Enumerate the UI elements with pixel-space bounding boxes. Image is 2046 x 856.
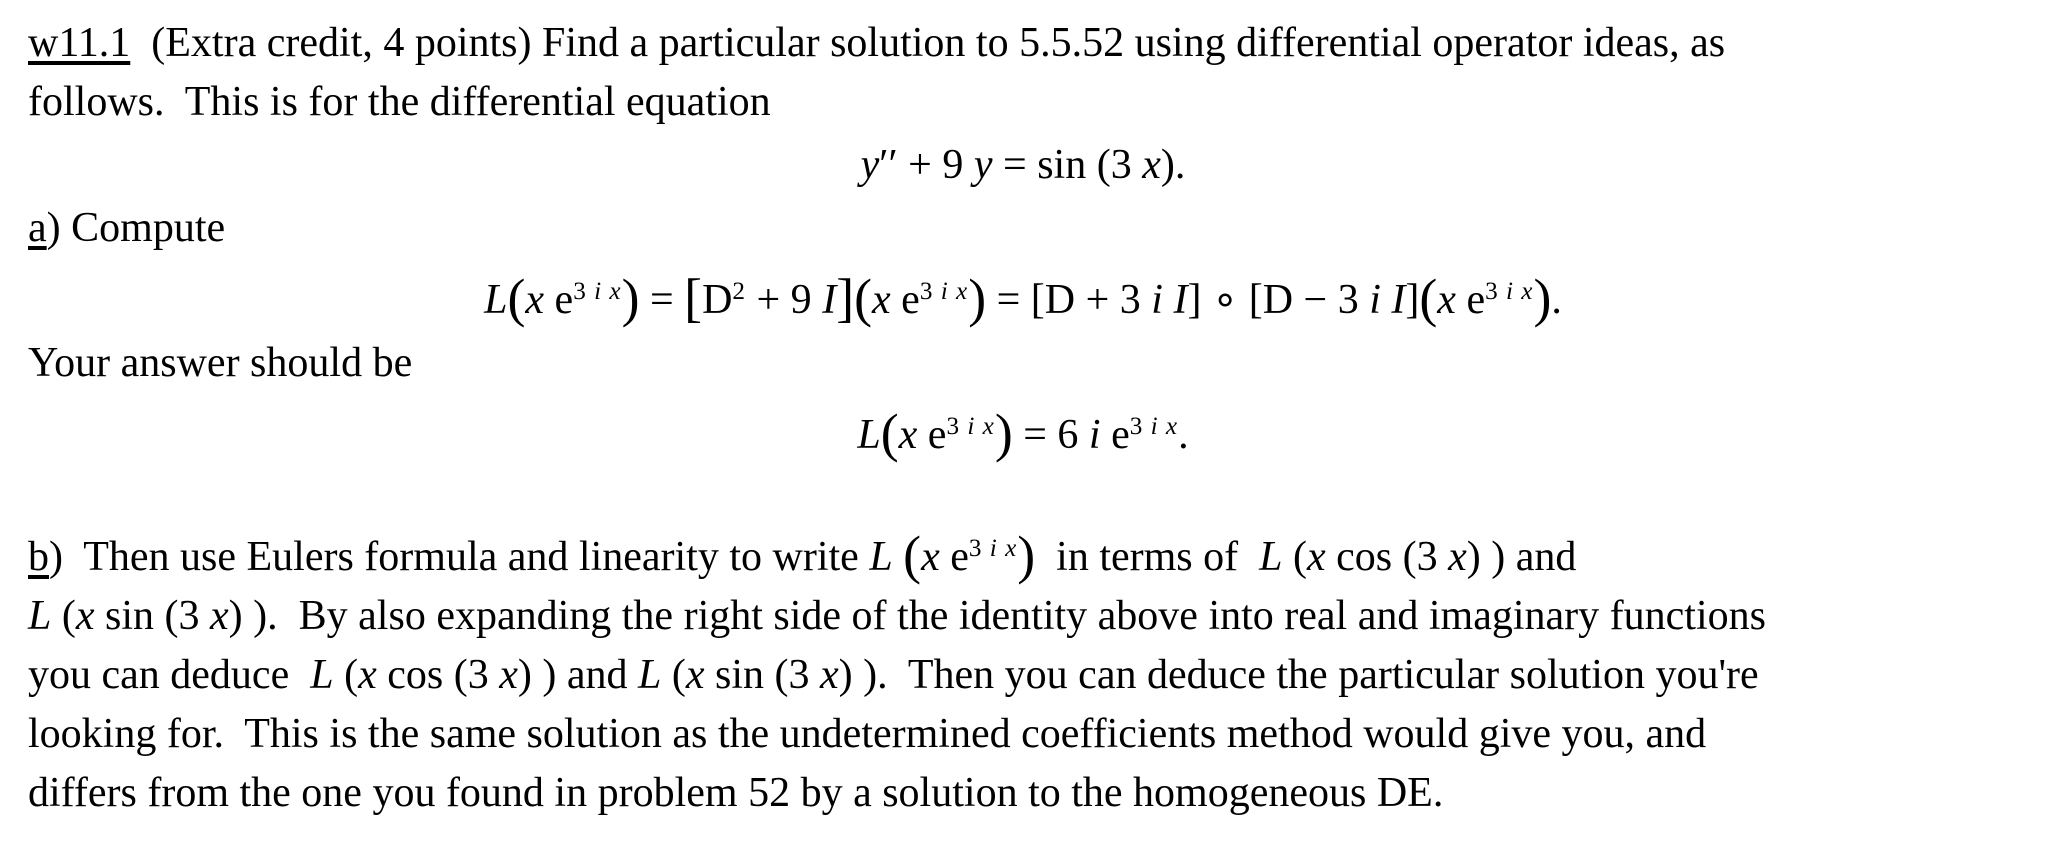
text-run: x [210,592,229,639]
text-run: 3 [968,534,990,562]
text-run: ) ). By also expanding the right side of the identity above into real and imaginary functions [228,592,1766,639]
part-b-line-2 [28,587,2018,646]
text-run: i x [989,534,1018,562]
text-run: follows. This is for the differential equation [28,79,771,125]
text-run: + 9 [746,276,823,323]
text-run: x [499,651,518,698]
text-run: (Extra credit, 4 points) Find a particular solution to 5.5.52 using differential operator ideas, as [130,20,1726,66]
text-run: x [820,651,839,698]
text-run: ) Then use Eulers formula and linearity to write [49,533,870,580]
text-run: e [544,276,574,323]
part-b-line-5 [28,764,2018,823]
text-run: L [638,651,662,698]
text-run: ( [507,268,526,329]
text-run: ( [1419,268,1438,329]
text-run: 3 [1129,412,1151,440]
text-run: 3 [1485,278,1506,305]
text-run: x [1437,276,1456,323]
text-run: e [917,411,947,458]
equation-operator-factorization [28,262,2018,330]
equation-ode [28,136,2018,195]
text-run: x [1142,142,1161,188]
text-run: differs from the one you found in problem 52 by a solution to the homogeneous DE. [28,769,1444,816]
text-run: L [857,411,881,458]
text-run: x [872,276,891,323]
text-run: a [28,205,47,251]
text-run: L [28,592,52,639]
text-run: sin (3 [704,651,821,698]
text-run: L [310,651,334,698]
text-run: i I [1151,276,1188,323]
text-run: x [75,592,95,639]
part-b-line-3 [28,646,2018,705]
text-run: ( [1282,533,1307,580]
problem-line-1 [28,14,2018,73]
text-run: L [1259,533,1283,580]
text-run: 2 [732,278,746,305]
text-run: . [1178,411,1189,458]
text-run: 3 [919,278,941,305]
text-run: ( [661,651,686,698]
text-run: ] [1405,276,1420,323]
equation-answer [28,397,2018,465]
text-run: = 6 [1012,411,1089,458]
part-a-heading [28,199,2018,258]
text-run: = sin (3 [992,142,1143,188]
text-run: = [639,276,685,323]
text-run: ( [854,268,872,329]
text-run: e [1455,276,1486,323]
text-run: y [973,142,993,188]
answer-prompt [28,334,2018,393]
text-run: ] ∘ [D − 3 [1187,276,1370,323]
text-run: b [28,533,49,580]
text-run: x [898,411,918,458]
text-run: [ [684,268,703,329]
text-run: w11.1 [28,20,131,66]
part-b-line-1 [28,519,2018,587]
text-run: ) ). Then you can deduce the particular solution you're [838,651,1759,698]
text-run: ( [333,651,359,698]
text-run: cos (3 [1325,533,1449,580]
text-run: i [1088,411,1101,458]
text-run: i x [1150,412,1179,440]
text-run: ] [836,268,855,329]
text-run: i x [967,412,995,440]
text-run: I [822,276,837,323]
text-run: i x [594,278,622,305]
text-run: ) [994,402,1013,463]
text-run [893,534,904,580]
text-run: looking for. This is the same solution as the undetermined coefficients method would give you, and [28,710,1707,757]
text-run: i x [940,278,969,305]
text-run: i x [1506,278,1534,305]
text-run: L [869,533,893,580]
text-run: e [890,276,920,323]
text-run: you can deduce [28,651,311,698]
text-run: ( [903,524,922,585]
text-run: 3 [573,278,595,305]
text-run: x [525,276,545,323]
text-run: ) [1017,524,1036,585]
text-run: = [D + 3 [986,276,1152,323]
text-run: e [1100,411,1130,458]
text-run: in terms of [1035,533,1260,580]
text-run: ) [1533,268,1552,329]
text-run: ( [51,592,76,639]
text-run: x [1448,533,1467,580]
text-run: ) [968,268,987,329]
text-run: ) Compute [46,205,226,251]
text-run: x [358,651,377,698]
text-run: ( [880,402,899,463]
text-run: 3 [946,412,968,440]
text-run: x [921,533,940,580]
text-run: ) ) and [1466,533,1577,580]
text-run: ). [1160,142,1186,188]
text-run: . [1551,276,1562,323]
text-run: ′′ + 9 [879,142,974,188]
text-run: x [685,651,705,698]
text-run: x [1307,533,1326,580]
part-b-line-4 [28,705,2018,764]
text-run: sin (3 [94,592,211,639]
text-run: ) [621,268,640,329]
text-run: cos (3 [376,651,500,698]
text-run: ) ) and [517,651,638,698]
text-run: i I [1369,276,1406,323]
text-run: y [860,142,880,188]
text-run: e [939,533,969,580]
text-run: Your answer should be [28,339,413,386]
problem-line-2 [28,73,2018,132]
text-run: L [484,276,508,323]
text-run: D [702,276,733,323]
